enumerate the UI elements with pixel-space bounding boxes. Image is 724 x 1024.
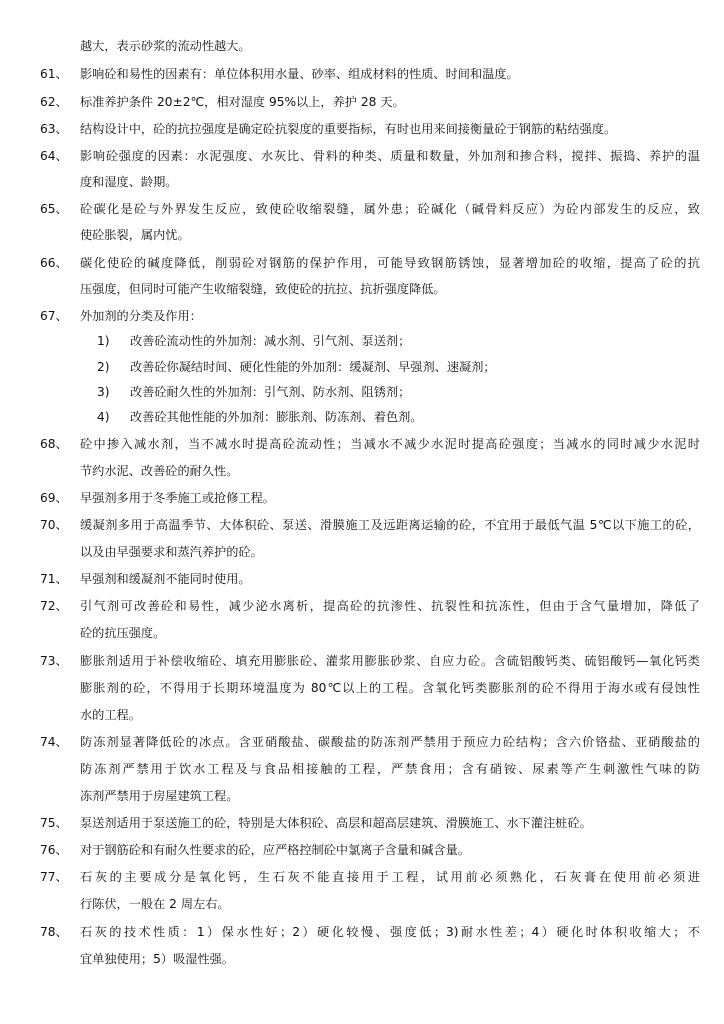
- item-text: 影响砼和易性的因素有：单位体积用水量、砂率、组成材料的性质、时间和温度。: [80, 67, 519, 81]
- item-number: 68、: [40, 437, 68, 451]
- item-text: 砼的抗压强度。: [80, 626, 166, 640]
- item-number: 67、: [40, 309, 68, 323]
- item-number: 61、: [40, 67, 68, 81]
- item-text: 以及由早强要求和蒸汽养护的砼。: [80, 545, 263, 559]
- subitem-number: 2): [97, 360, 110, 374]
- subitem-text: 改善砼流动性的外加剂：减水剂、引气剂、泵送剂；: [130, 334, 411, 348]
- item-number: 65、: [40, 202, 68, 216]
- item-number: 63、: [40, 122, 68, 136]
- item-number: 75、: [40, 816, 68, 830]
- item-number: 66、: [40, 256, 68, 270]
- item-number: 64、: [40, 149, 68, 163]
- item-number: 62、: [40, 95, 68, 109]
- item-text: 标准养护条件 20±2℃，相对湿度 95%以上，养护 28 天。: [80, 95, 405, 109]
- subitem-text: 改善砼其他性能的外加剂：膨胀剂、防冻剂、着色剂。: [130, 410, 423, 424]
- item-text: 结构设计中，砼的抗拉强度是确定砼抗裂度的重要指标，有时也用来间接衡量砼于钢筋的粘结强度。: [80, 122, 617, 136]
- item-number: 71、: [40, 572, 68, 586]
- subitem-text: 改善砼你凝结时间、硬化性能的外加剂：缓凝剂、早强剂、速凝剂；: [130, 360, 496, 374]
- item-text: 砼中掺入减水剂，当不减水时提高砼流动性；当减水不减少水泥时提高砼强度；当减水的同时减少水泥时: [80, 437, 700, 451]
- item-number: 73、: [40, 654, 68, 668]
- item-text: 早强剂多用于冬季施工或抢修工程。: [80, 491, 275, 505]
- item-text: 砼碳化是砼与外界发生反应，致使砼收缩裂缝，属外患；砼碱化（碱骨料反应）为砼内部发生的反应，致: [80, 202, 700, 216]
- item-text: 早强剂和缓凝剂不能同时使用。: [80, 572, 251, 586]
- item-number: 76、: [40, 843, 68, 857]
- item-text: 膨胀剂的砼，不得用于长期环境温度为 80℃以上的工程。含氧化钙类膨胀剂的砼不得用于海水或有侵蚀性: [80, 681, 700, 695]
- item-text: 影响砼强度的因素：水泥强度、水灰比、骨料的种类、质量和数量，外加剂和掺合料，搅拌、振捣、养护的温: [80, 149, 700, 163]
- item-text: 宜单独使用；5）吸湿性强。: [80, 952, 235, 966]
- item-number: 74、: [40, 735, 68, 749]
- item-text: 缓凝剂多用于高温季节、大体积砼、泵送、滑膜施工及远距离运输的砼，不宜用于最低气温 5℃以下施工的砼，: [80, 518, 700, 532]
- item-text: 外加剂的分类及作用：: [80, 309, 202, 323]
- item-text: 压强度，但同时可能产生收缩裂缝，致使砼的抗拉、抗折强度降低。: [80, 282, 446, 296]
- item-text: 冻剂严禁用于房屋建筑工程。: [80, 789, 239, 803]
- item-number: 70、: [40, 518, 68, 532]
- item-number: 77、: [40, 870, 68, 884]
- subitem-number: 3): [97, 385, 110, 399]
- item-text: 碳化使砼的碱度降低，削弱砼对钢筋的保护作用，可能导致钢筋锈蚀，显著增加砼的收缩，提高了砼的抗: [80, 256, 700, 270]
- item-number: 78、: [40, 925, 68, 939]
- continuation-text: 越大，表示砂浆的流动性越大。: [80, 39, 251, 53]
- subitem-text: 改善砼耐久性的外加剂：引气剂、防水剂、阻锈剂；: [130, 385, 411, 399]
- item-text: 水的工程。: [80, 708, 141, 722]
- item-text: 引气剂可改善砼和易性，减少泌水离析，提高砼的抗渗性、抗裂性和抗冻性，但由于含气量增加，降低了: [80, 599, 700, 613]
- item-text: 防冻剂严禁用于饮水工程及与食品相接触的工程，严禁食用；含有硝铵、尿素等产生刺激性气味的防: [80, 762, 700, 776]
- item-text: 防冻剂显著降低砼的冰点。含亚硝酸盐、碳酸盐的防冻剂严禁用于预应力砼结构；含六价铬盐、亚硝酸盐的: [80, 735, 700, 749]
- item-text: 节约水泥、改善砼的耐久性。: [80, 464, 239, 478]
- item-text: 石灰的技术性质：1）保水性好；2）硬化较慢、强度低；3)耐水性差；4）硬化时体积收缩大；不: [80, 925, 700, 939]
- item-text: 泵送剂适用于泵送施工的砼，特别是大体积砼、高层和超高层建筑、滑膜施工、水下灌注桩砼。: [80, 816, 592, 830]
- item-text: 度和湿度、龄期。: [80, 175, 178, 189]
- item-number: 72、: [40, 599, 68, 613]
- item-text: 行陈伏，一般在 2 周左右。: [80, 897, 230, 911]
- item-text: 使砼胀裂，属内忧。: [80, 228, 190, 242]
- item-number: 69、: [40, 491, 68, 505]
- subitem-number: 4): [97, 410, 110, 424]
- item-text: 膨胀剂适用于补偿收缩砼、填充用膨胀砼、灌浆用膨胀砂浆、自应力砼。含硫铝酸钙类、硫铝酸钙—氧化钙类: [80, 654, 700, 668]
- subitem-number: 1): [97, 334, 110, 348]
- item-text: 对于钢筋砼和有耐久性要求的砼，应严格控制砼中氯离子含量和碱含量。: [80, 843, 470, 857]
- item-text: 石灰的主要成分是氧化钙，生石灰不能直接用于工程，试用前必须熟化，石灰膏在使用前必须进: [80, 870, 700, 884]
